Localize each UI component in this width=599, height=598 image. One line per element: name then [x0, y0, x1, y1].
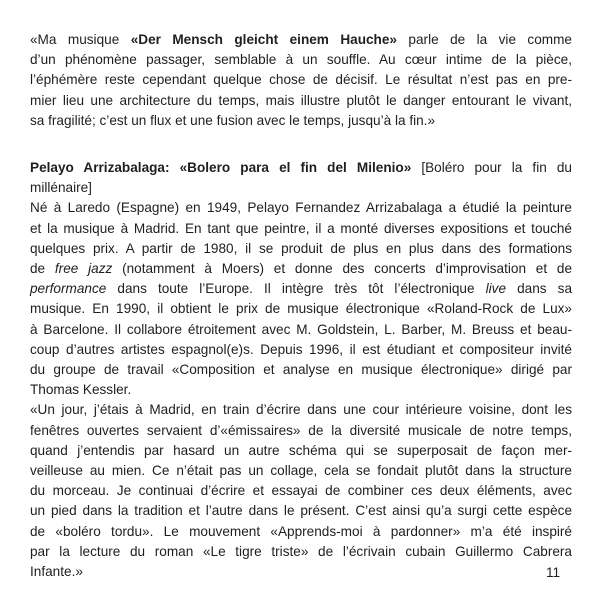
quote-line: de «boléro tordu». Le mouvement «Apprends-moi à pardonner» m’a été inspiré [30, 523, 572, 539]
bio-line: à Barcelone. Il collabore étroitement avec M. Goldstein, L. Barber, M. Breuss et beau- [30, 321, 572, 337]
quote-line: veilleuse au mien. Ce n’était pas un collage, cela se fondait plutôt dans la structure [30, 463, 572, 479]
quote-line: un pied dans la tradition et l’autre dans le présent. C’est ainsi qu’a surgi cette espèce [30, 503, 572, 519]
bio-line: coup d’autres artistes espagnol(e)s. Depuis 1996, il est étudiant et compositeur invité [30, 341, 572, 357]
bio-line: du groupe de travail «Composition et analyse en musique électronique» dirigé par [30, 362, 572, 378]
text-line: d’un phénomène passager, semblable à un souffle. Au cœur intime de la pièce, [30, 52, 572, 68]
section-arrizabalaga [30, 158, 572, 582]
section-heading-continued: millénaire] [30, 180, 92, 196]
bio-line: de free jazz (notamment à Moers) et donne des concerts d’improvisation et de [30, 261, 573, 277]
text-line: mier lieu une architecture du temps, mais illustre plutôt le danger entourant le vivant, [30, 92, 572, 108]
bio-line: Né à Laredo (Espagne) en 1949, Pelayo Fernandez Arrizabalaga a étudié la peinture [30, 200, 572, 216]
page-number: 11 [546, 565, 561, 580]
quote-line: Infante.» [30, 564, 83, 580]
quote-line: fenêtres ouvertes servaient d’«émissaires» de la diversité musicale de notre temps, [30, 422, 572, 438]
bio-line: quelques prix. A partir de 1980, il se produit de plus en plus dans des formations [30, 240, 572, 256]
paragraph-composer-quote [30, 30, 572, 131]
bio-line: musique. En 1990, il obtient le prix de musique électronique «Roland-Rock de Lux» [30, 301, 572, 317]
bio-line: Thomas Kessler. [30, 382, 132, 398]
work-title: «Der Mensch gleicht einem Hauche» [130, 32, 397, 47]
heading-title: Pelayo Arrizabalaga: «Bolero para el fin del Milenio» [30, 160, 412, 175]
text-line: «Ma musique «Der Mensch gleicht einem Hauche» parle de la vie comme [30, 32, 572, 47]
bio-line: performance dans toute l’Europe. Il intègre très tôt l’électronique live dans sa [30, 281, 573, 297]
quote-line: du morceau. Je continuai d’écrire et essayai de combiner ces deux éléments, avec [30, 483, 572, 499]
quote-line: «Un jour, j’étais à Madrid, en train d’écrire dans une cour intérieure voisine, dont les [30, 402, 572, 418]
quote-line: quand j’entendis par hasard un autre schéma qui se superposait de façon mer- [30, 442, 572, 458]
quote-line: par la lecture du roman «Le tigre triste» de l’écrivain cubain Guillermo Cabrera [30, 543, 572, 559]
text-line: l’éphémère reste cependant quelque chose de décisif. Le résultat n’est pas en pre- [30, 72, 572, 88]
bio-line: et la musique à Madrid. En tant que peintre, il a monté diverses expositions et touché [30, 220, 572, 236]
section-heading: Pelayo Arrizabalaga: «Bolero para el fin del Milenio» [Boléro pour la fin du [30, 160, 572, 175]
text-line: sa fragilité; c’est un flux et une fusion avec le temps, jusqu’à la fin.» [30, 112, 436, 128]
